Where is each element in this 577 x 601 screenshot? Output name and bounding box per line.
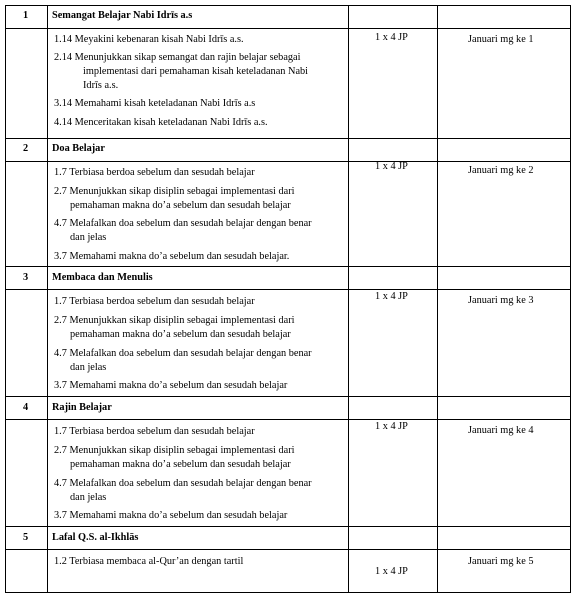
competency-text: implementasi dari pemahaman kisah keteladanan Nabi [83, 66, 309, 77]
competency-text: 2.7 Menunjukkan sikap disiplin sebagai implementasi dari [54, 315, 295, 326]
topic-title: Lafal Q.S. al-Ikhlās [52, 532, 139, 543]
topic-number: 2 [23, 143, 29, 154]
competency-text: pemahaman makna do’a sebelum dan sesudah belajar [70, 329, 291, 340]
topic-number: 3 [23, 272, 29, 283]
competency-text: 2.7 Menunjukkan sikap disiplin sebagai implementasi dari [54, 186, 295, 197]
competency-text: 4.7 Melafalkan doa sebelum dan sesudah belajar dengan benar [54, 218, 312, 229]
row-divider [5, 28, 571, 29]
competency-text: 1.7 Terbiasa berdoa sebelum dan sesudah belajar [54, 426, 255, 437]
syllabus-table [5, 5, 571, 593]
row-divider [5, 266, 571, 267]
competency-text: 1.2 Terbiasa membaca al-Qur’an dengan tartil [54, 556, 244, 567]
row-divider [5, 138, 571, 139]
column-divider-allocation [437, 5, 438, 593]
competency-text: dan jelas [70, 492, 107, 503]
competency-text: 3.7 Memahami makna do’a sebelum dan sesudah belajar. [54, 251, 290, 262]
schedule: Januari mg ke 5 [468, 556, 534, 567]
time-allocation: 1 x 4 JP [375, 421, 408, 432]
topic-title: Doa Belajar [52, 143, 105, 154]
competency-text: 3.14 Memahami kisah keteladanan Nabi Idrīs a.s [54, 98, 256, 109]
time-allocation: 1 x 4 JP [375, 161, 408, 172]
column-divider-no [47, 5, 48, 593]
schedule: Januari mg ke 2 [468, 165, 534, 176]
competency-text: 2.14 Menunjukkan sikap semangat dan rajin belajar sebagai [54, 52, 301, 63]
competency-text: 4.7 Melafalkan doa sebelum dan sesudah belajar dengan benar [54, 478, 312, 489]
row-divider [5, 592, 571, 593]
competency-text: pemahaman makna do’a sebelum dan sesudah belajar [70, 200, 291, 211]
column-divider-topic [348, 5, 349, 593]
topic-title: Rajin Belajar [52, 402, 112, 413]
competency-text: 1.7 Terbiasa berdoa sebelum dan sesudah belajar [54, 167, 255, 178]
time-allocation: 1 x 4 JP [375, 291, 408, 302]
table-border-right [570, 5, 571, 593]
table-border-left [5, 5, 6, 593]
row-divider [5, 161, 571, 162]
competency-text: 4.7 Melafalkan doa sebelum dan sesudah belajar dengan benar [54, 348, 312, 359]
row-divider [5, 419, 571, 420]
competency-text: 3.7 Memahami makna do’a sebelum dan sesudah belajar [54, 510, 288, 521]
time-allocation: 1 x 4 JP [375, 32, 408, 43]
competency-text: 1.14 Meyakini kebenaran kisah Nabi Idrīs a.s. [54, 34, 244, 45]
topic-number: 4 [23, 402, 29, 413]
schedule: Januari mg ke 1 [468, 34, 534, 45]
schedule: Januari mg ke 3 [468, 295, 534, 306]
schedule: Januari mg ke 4 [468, 425, 534, 436]
row-divider [5, 549, 571, 550]
competency-text: dan jelas [70, 232, 107, 243]
topic-title: Membaca dan Menulis [52, 272, 153, 283]
competency-text: Idrīs a.s. [83, 80, 119, 91]
row-divider [5, 5, 571, 6]
competency-text: 4.14 Menceritakan kisah keteladanan Nabi Idrīs a.s. [54, 117, 268, 128]
row-divider [5, 289, 571, 290]
competency-text: dan jelas [70, 362, 107, 373]
topic-title: Semangat Belajar Nabi Idrīs a.s [52, 10, 193, 21]
competency-text: 2.7 Menunjukkan sikap disiplin sebagai implementasi dari [54, 445, 295, 456]
topic-number: 1 [23, 10, 29, 21]
row-divider [5, 526, 571, 527]
competency-text: 3.7 Memahami makna do’a sebelum dan sesudah belajar [54, 380, 288, 391]
competency-text: 1.7 Terbiasa berdoa sebelum dan sesudah belajar [54, 296, 255, 307]
topic-number: 5 [23, 532, 29, 543]
competency-text: pemahaman makna do’a sebelum dan sesudah belajar [70, 459, 291, 470]
row-divider [5, 396, 571, 397]
time-allocation: 1 x 4 JP [375, 566, 408, 577]
